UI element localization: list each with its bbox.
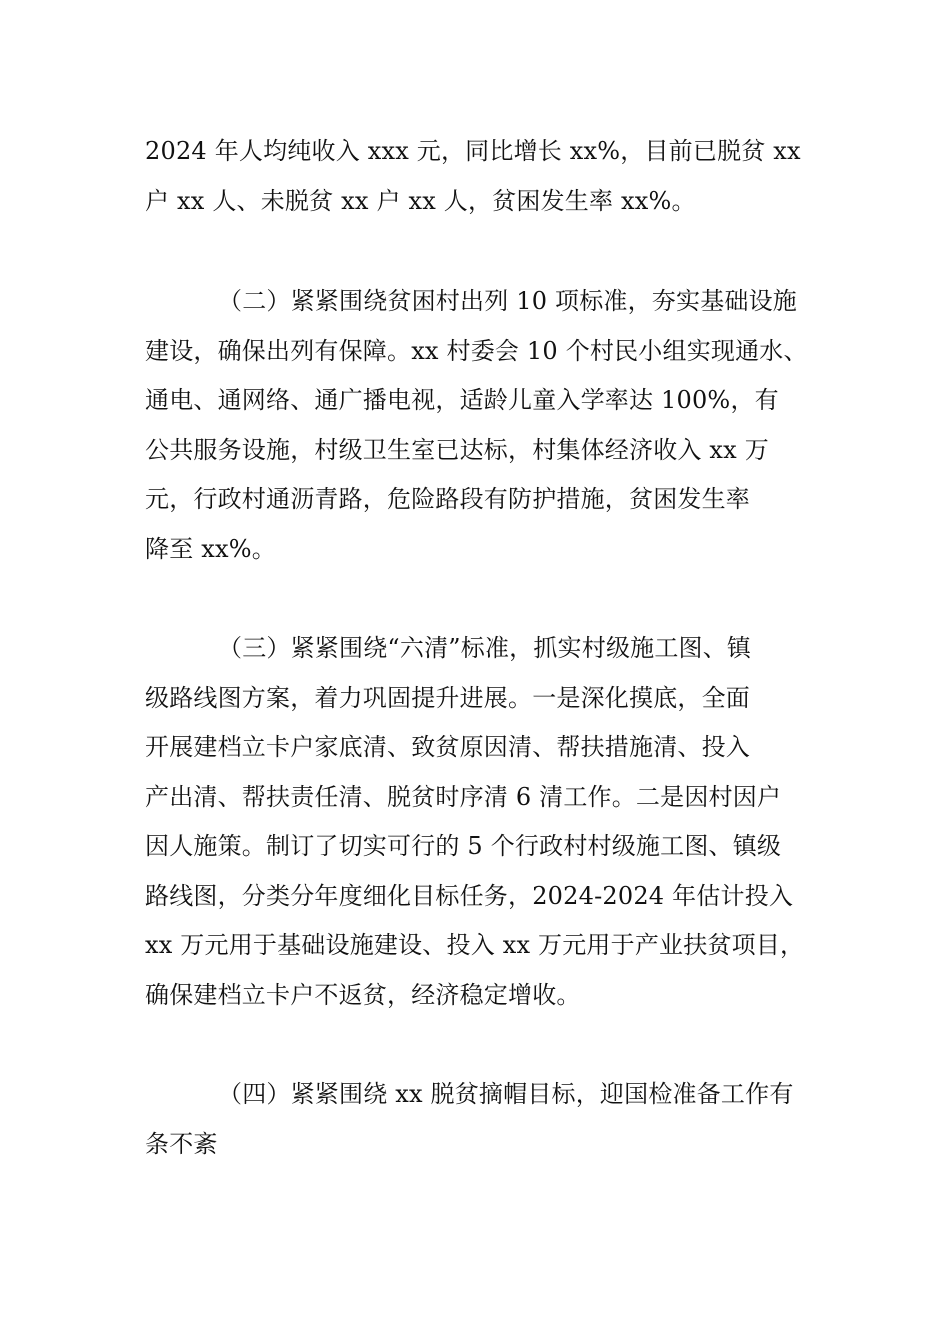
paragraph-4-line-1: （四）紧紧围绕 xx 脱贫摘帽目标，迎国检准备工作有 — [218, 1080, 794, 1108]
paragraph-2-line-5: 元，行政村通沥青路，危险路段有防护措施，贫困发生率 — [145, 485, 750, 513]
paragraph-3-line-1: （三）紧紧围绕“六清”标准，抓实村级施工图、镇 — [218, 634, 752, 662]
paragraph-2-line-4: 公共服务设施，村级卫生室已达标，村集体经济收入 xx 万 — [145, 436, 769, 464]
paragraph-3-line-2: 级路线图方案，着力巩固提升进展。一是深化摸底，全面 — [145, 684, 750, 712]
paragraph-3-line-7: xx 万元用于基础设施建设、投入 xx 万元用于产业扶贫项目， — [145, 931, 805, 959]
paragraph-3-line-3: 开展建档立卡户家底清、致贫原因清、帮扶措施清、投入 — [145, 733, 750, 761]
paragraph-3-line-4: 产出清、帮扶责任清、脱贫时序清 6 清工作。二是因村因户 — [145, 783, 782, 811]
paragraph-3-line-6: 路线图，分类分年度细化目标任务，2024-2024 年估计投入 — [145, 882, 794, 910]
paragraph-1-line-2: 户 xx 人、未脱贫 xx 户 xx 人，贫困发生率 xx%。 — [145, 187, 696, 215]
paragraph-3-line-8: 确保建档立卡户不返贫，经济稳定增收。 — [145, 981, 581, 1009]
paragraph-4-line-2: 条不紊 — [145, 1130, 218, 1158]
paragraph-2-line-1: （二）紧紧围绕贫困村出列 10 项标准，夯实基础设施 — [218, 287, 797, 315]
paragraph-2-line-3: 通电、通网络、通广播电视，适龄儿童入学率达 100%，有 — [145, 386, 779, 414]
paragraph-2-line-6: 降至 xx%。 — [145, 535, 276, 563]
paragraph-3-line-5: 因人施策。制订了切实可行的 5 个行政村村级施工图、镇级 — [145, 832, 782, 860]
paragraph-1-line-1: 2024 年人均纯收入 xxx 元，同比增长 xx%，目前已脱贫 xx — [145, 137, 801, 165]
paragraph-2-line-2: 建设，确保出列有保障。xx 村委会 10 个村民小组实现通水、 — [145, 337, 808, 365]
